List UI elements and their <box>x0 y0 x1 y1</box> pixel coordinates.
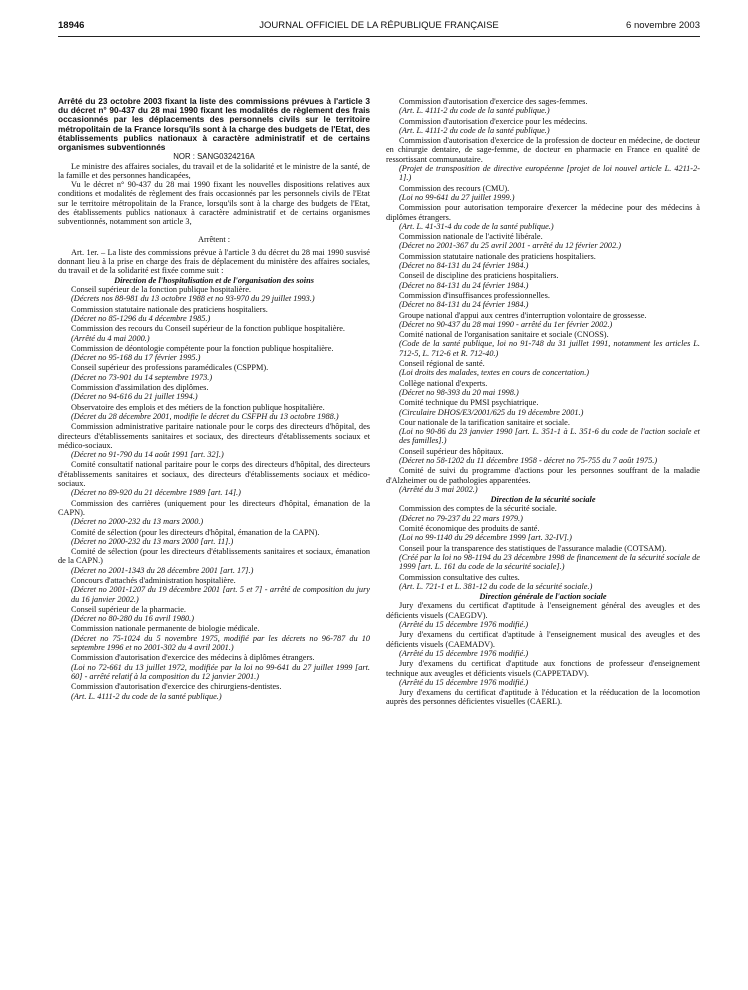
legal-reference: (Décret no 94-616 du 21 juillet 1994.) <box>71 392 198 402</box>
commission-entry <box>58 624 370 652</box>
commission-entry <box>386 330 700 358</box>
legal-reference: (Décret no 79-237 du 22 mars 1979.) <box>399 513 523 523</box>
commission-entry <box>386 630 700 658</box>
preamble-ministers: Le ministre des affaires sociales, du travail et de la solidarité et le ministre de la santé, de la famille et des personnes handicapées, <box>58 161 370 180</box>
commission-entry <box>58 363 370 382</box>
commission-entry <box>386 573 700 592</box>
commission-entry <box>386 418 700 446</box>
page-number: 18946 <box>58 20 85 31</box>
legal-reference: (Art. L. 4111-2 du code de la santé publique.) <box>71 691 222 701</box>
legal-reference: (Code de la santé publique, loi no 91-748 du 31 juillet 1991, notamment les articles L. 712-5, L. 712-6 et R. 712-40.) <box>399 339 700 358</box>
arrete-title: Arrêté du 23 octobre 2003 fixant la liste des commissions prévues à l'article 3 du décret n° 90-437 du 28 mai 1990 fixant les modalités de règlement des frais occasionnés par les déplacements des personnels civils sur le territoire métropolitain de la France lorsqu'ils sont à la charge des budgets de l'Etat, des établissements publics nationaux à caractère administratif et de certains organismes subventionnés <box>58 96 370 153</box>
commission-name: Conseil de discipline des praticiens hospitaliers. <box>399 271 559 281</box>
journal-title: JOURNAL OFFICIEL DE LA RÉPUBLIQUE FRANÇAISE <box>259 20 499 31</box>
legal-reference: (Décret no 2001-1343 du 28 décembre 2001 [art. 17].) <box>71 565 254 575</box>
legal-reference: (Décret no 2000-232 du 13 mars 2000 [art. 11].) <box>71 536 234 546</box>
commission-entry <box>386 203 700 231</box>
commission-name: Commission administrative paritaire nationale pour le corps des directeurs d'hôpital, des directeurs d'établissements sanitaires et sociaux, des directeurs d'établissements sociaux et médico-sociaux. <box>58 422 370 450</box>
commission-name: Comité consultatif national paritaire pour le corps des directeurs d'hôpital, des directeurs d'établissements sanitaires et sociaux, des directeurs d'établissements sociaux et médico-sociaux. <box>58 460 370 489</box>
commission-name: Commission nationale permanente de biologie médicale. <box>71 624 260 634</box>
commission-entry <box>386 398 700 417</box>
commission-entry <box>58 305 370 324</box>
commission-name: Conseil supérieur de la fonction publique hospitalière. <box>71 285 251 295</box>
commission-entry <box>386 466 700 494</box>
commission-name: Commission nationale de l'activité libérale. <box>399 232 543 242</box>
commission-entry <box>386 311 700 330</box>
commission-name: Commission des carrières (uniquement pour les directeurs d'hôpital, émanation de la CAPN). <box>58 498 370 517</box>
legal-reference: (Décret no 89-920 du 21 décembre 1989 [art. 14].) <box>71 488 241 498</box>
commission-name: Concours d'attachés d'administration hospitalière. <box>71 575 236 585</box>
legal-reference: (Circulaire DHOS/E3/2001/625 du 19 décembre 2001.) <box>399 407 584 417</box>
commission-entry <box>58 576 370 604</box>
commission-name: Comité technique du PMSI psychiatrique. <box>399 398 539 408</box>
commission-entry <box>386 117 700 136</box>
commission-entry <box>58 383 370 402</box>
commission-name: Commission d'autorisation d'exercice des sages-femmes. <box>399 97 588 106</box>
legal-reference: (Arrêté du 15 décembre 1976 modifié.) <box>399 677 529 687</box>
commission-entry <box>386 659 700 687</box>
commission-name: Commission de déontologie compétente pour la fonction publique hospitalière. <box>71 343 334 353</box>
commission-entry <box>386 271 700 290</box>
legal-reference: (Décret no 95-168 du 17 février 1995.) <box>71 353 201 363</box>
commission-entry <box>386 379 700 398</box>
legal-reference: (Décrets nos 88-981 du 13 octobre 1988 et no 93-970 du 29 juillet 1993.) <box>71 294 315 304</box>
legal-reference: (Décret no 80-280 du 16 avril 1980.) <box>71 614 194 624</box>
preamble-vu: Vu le décret n° 90-437 du 28 mai 1990 fixant les nouvelles dispositions relatives aux conditions et modalités de règlement des frais occasionnés par les personnels civils de l'Etat sur le territoire métropolitain de la France, lorsqu'ils sont à la charge des budgets de l'Etat, des établissements publics nationaux à caractère administratif et de certains organismes subventionnés, notamment son article 3, <box>58 180 370 227</box>
legal-reference: (Décret no 91-790 du 14 août 1991 [art. 32].) <box>71 450 224 460</box>
commission-entry <box>58 547 370 575</box>
commission-name: Commission statutaire nationale des praticiens hospitaliers. <box>399 251 596 261</box>
section-heading-hospitalisation: Direction de l'hospitalisation et de l'organisation des soins <box>114 275 314 285</box>
commission-name: Jury d'examens du certificat d'aptitude à l'éducation et la rééducation de la locomotion auprès des personnes déficientes visuelles (CAERL). <box>386 688 700 707</box>
legal-reference: (Art. L. 4111-2 du code de la santé publique.) <box>399 125 550 135</box>
legal-reference: (Loi no 90-86 du 23 janvier 1990 [art. L. 351-1 à L. 351-6 du code de l'action sociale et des familles].) <box>399 427 700 446</box>
commission-entry <box>386 544 700 572</box>
legal-reference: (Projet de transposition de directive européenne [projet de loi nouvel article L. 4211-2-1].) <box>399 164 700 183</box>
commission-name: Commission d'autorisation d'exercice pour les médecins. <box>399 116 588 126</box>
commission-entry <box>386 524 700 543</box>
legal-reference: (Art. L. 4111-2 du code de la santé publique.) <box>399 106 550 116</box>
arretent-label: Arrêtent : <box>197 234 231 244</box>
commission-name: Commission d'insuffisances professionnelles. <box>399 290 550 300</box>
legal-reference: (Loi no 99-641 du 27 juillet 1999.) <box>399 192 515 202</box>
commission-entry <box>58 324 370 343</box>
legal-reference: (Décret no 75-1024 du 5 novembre 1975, modifié par les décrets no 96-787 du 10 septembre 1996 et no 2001-302 du 4 avril 2001.) <box>71 633 370 653</box>
legal-reference: (Art. L. 721-1 et L. 381-12 du code de la sécurité sociale.) <box>399 581 593 591</box>
commission-name: Commission des comptes de la sécurité sociale. <box>399 504 557 514</box>
commission-list-securite-sociale <box>386 504 700 591</box>
commission-name: Conseil régional de santé. <box>399 359 485 369</box>
commission-list-hospitalisation <box>58 285 370 701</box>
commission-name: Jury d'examens du certificat d'aptitude aux fonctions de professeur d'enseignement technique aux aveugles et déficients visuels (CAPPETADV). <box>386 659 700 678</box>
left-column <box>58 97 370 702</box>
nor-reference: NOR : SANG0324216A <box>173 152 255 162</box>
commission-name: Commission d'assimilation des diplômes. <box>71 383 209 393</box>
commission-entry <box>58 605 370 624</box>
commission-entry <box>386 97 700 116</box>
legal-reference: (Décret no 58-1202 du 11 décembre 1958 - décret no 75-755 du 7 août 1975.) <box>399 455 658 465</box>
commission-name: Groupe national d'appui aux centres d'interruption volontaire de grossesse. <box>399 310 647 320</box>
commission-entry <box>386 601 700 629</box>
legal-reference: (Loi no 99-1140 du 29 décembre 1999 [art. 32-IV].) <box>399 533 572 543</box>
commission-list-hospitalisation-continued <box>386 97 700 494</box>
commission-name: Comité économique des produits de santé. <box>399 524 540 534</box>
legal-reference: (Loi droits des malades, textes en cours de concertation.) <box>399 368 590 378</box>
legal-reference: (Créé par la loi no 98-1194 du 23 décembre 1998 de financement de la sécurité sociale de 1999 [art. L. 161 du code de la sécurité sociale].) <box>399 552 700 572</box>
commission-entry <box>58 528 370 547</box>
commission-entry <box>386 136 700 182</box>
commission-list-action-sociale <box>386 601 700 706</box>
legal-reference: (Décret no 85-1296 du 4 décembre 1985.) <box>71 313 211 323</box>
legal-reference: (Loi no 72-661 du 13 juillet 1972, modifiée par la loi no 99-641 du 27 juillet 1999 [art. 60] - arrêté relatif à la composition du 12 janvier 2001.) <box>71 662 370 681</box>
commission-name: Comité de suivi du programme d'actions pour les personnes souffrant de la maladie d'Alzheimer ou de pathologies apparentées. <box>386 466 700 485</box>
legal-reference: (Décret du 28 décembre 2001, modifie le décret du CSFPH du 13 octobre 1988.) <box>71 411 339 421</box>
commission-entry <box>58 285 370 304</box>
commission-name: Comité de sélection (pour les directeurs d'hôpital, émanation de la CAPN). <box>71 527 320 537</box>
commission-name: Conseil supérieur des hôpitaux. <box>399 446 504 456</box>
legal-reference: (Décret no 2000-232 du 13 mars 2000.) <box>71 517 204 527</box>
section-heading-securite-sociale: Direction de la sécurité sociale <box>490 495 596 505</box>
spacer <box>58 227 370 231</box>
commission-name: Conseil supérieur des professions paramédicales (CSPPM). <box>71 363 269 373</box>
legal-reference: (Art. L. 41-31-4 du code de la santé publique.) <box>399 221 554 231</box>
commission-entry <box>386 184 700 203</box>
commission-name: Commission des recours (CMU). <box>399 183 510 193</box>
legal-reference: (Décret no 2001-367 du 25 avril 2001 - arrêté du 12 février 2002.) <box>399 241 622 251</box>
legal-reference: (Arrêté du 3 mai 2002.) <box>399 484 478 494</box>
legal-reference: (Décret no 90-437 du 28 mai 1990 - arrêté du 1er février 2002.) <box>399 319 613 329</box>
legal-reference: (Décret no 98-393 du 20 mai 1998.) <box>399 387 519 397</box>
commission-name: Commission d'autorisation d'exercice des médecins à diplômes étrangers. <box>71 653 315 663</box>
commission-name: Cour nationale de la tarification sanitaire et sociale. <box>399 417 570 427</box>
right-column <box>386 97 700 708</box>
legal-reference: (Arrêté du 15 décembre 1976 modifié.) <box>399 620 529 630</box>
commission-entry <box>386 688 700 707</box>
commission-name: Comité national de l'organisation sanitaire et sociale (CNOSS). <box>399 330 609 340</box>
section-heading-action-sociale: Direction générale de l'action sociale <box>479 592 607 602</box>
commission-name: Commission pour autorisation temporaire d'exercer la médecine pour des médecins à diplômes étrangers. <box>386 203 700 222</box>
header-rule <box>58 36 700 37</box>
page-header <box>58 20 700 34</box>
legal-reference: (Arrêté du 15 décembre 1976 modifié.) <box>399 648 529 658</box>
commission-name: Collège national d'experts. <box>399 378 488 388</box>
legal-reference: (Décret no 84-131 du 24 février 1984.) <box>399 280 529 290</box>
commission-entry <box>58 460 370 497</box>
commission-name: Comité de sélection (pour les directeurs d'établissements sanitaires et sociaux, émanation de la CAPN.) <box>58 547 370 566</box>
commission-name: Jury d'examens du certificat d'aptitude à l'enseignement musical des aveugles et des déficients visuels (CAEMADV). <box>386 630 700 649</box>
commission-entry <box>58 344 370 363</box>
article-1: Art. 1er. – La liste des commissions prévue à l'article 3 du décret du 28 mai 1990 susvisé donnant lieu à la prise en charge des frais de déplacement du ministère des affaires sociales, du travail et de la solidarité est fixée comme suit : <box>58 247 370 276</box>
commission-entry <box>58 422 370 459</box>
commission-entry <box>386 447 700 466</box>
issue-date: 6 novembre 2003 <box>626 20 700 31</box>
legal-reference: (Décret no 2001-1207 du 19 décembre 2001 [art. 5 et 7] - arrêté de composition du jury du 16 janvier 2002.) <box>71 585 370 604</box>
commission-name: Jury d'examens du certificat d'aptitude à l'enseignement général des aveugles et des déficients visuels (CAEGDV). <box>386 601 700 620</box>
legal-reference: (Décret no 73-901 du 14 septembre 1973.) <box>71 372 213 382</box>
commission-name: Conseil pour la transparence des statistiques de l'assurance maladie (COTSAM). <box>399 543 667 553</box>
commission-entry <box>386 252 700 271</box>
commission-name: Commission statutaire nationale des praticiens hospitaliers. <box>71 304 268 314</box>
commission-name: Commission d'autorisation d'exercice des chirurgiens-dentistes. <box>71 682 282 692</box>
commission-entry <box>386 504 700 523</box>
commission-entry <box>386 359 700 378</box>
commission-name: Commission d'autorisation d'exercice de la profession de docteur en médecine, de docteur en chirurgie dentaire, de sage-femme, de docteur en pharmacie en France en qualité de ressortissant communautaire. <box>386 136 700 164</box>
commission-entry <box>386 232 700 251</box>
commission-entry <box>58 653 370 681</box>
commission-entry <box>58 499 370 527</box>
commission-entry <box>58 403 370 422</box>
commission-entry <box>58 682 370 701</box>
commission-entry <box>386 291 700 310</box>
legal-reference: (Décret no 84-131 du 24 février 1984.) <box>399 261 529 271</box>
commission-name: Commission consultative des cultes. <box>399 572 520 582</box>
legal-reference: (Décret no 84-131 du 24 février 1984.) <box>399 300 529 310</box>
legal-reference: (Arrêté du 4 mai 2000.) <box>71 333 150 343</box>
commission-name: Conseil supérieur de la pharmacie. <box>71 604 186 614</box>
commission-name: Observatoire des emplois et des métiers de la fonction publique hospitalière. <box>71 402 325 412</box>
commission-name: Commission des recours du Conseil supérieur de la fonction publique hospitalière. <box>71 324 345 334</box>
